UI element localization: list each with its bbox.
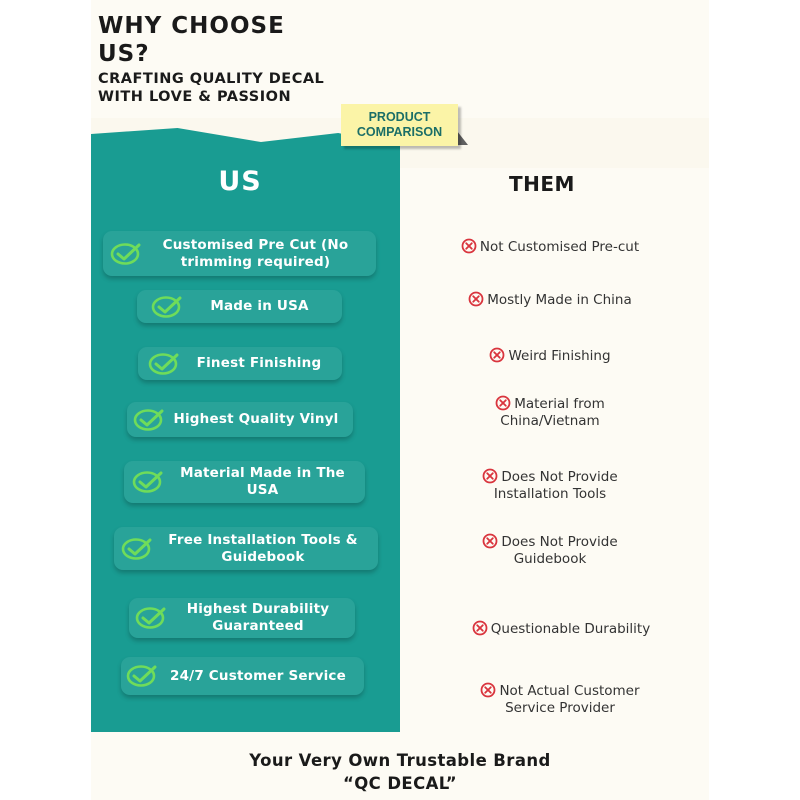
us-item-8 xyxy=(121,657,364,695)
us-item-line-1: Highest Quality Vinyl xyxy=(173,411,339,427)
us-item-text xyxy=(182,347,336,380)
them-item-4 xyxy=(410,395,690,430)
us-item-line-1: Customised Pre Cut (No xyxy=(162,236,349,253)
check-circle-icon xyxy=(135,607,167,629)
us-item-line-1: Made in USA xyxy=(210,298,309,314)
x-circle-icon xyxy=(482,468,498,484)
check-circle-icon xyxy=(133,409,165,431)
footer-brand: “QC DECAL” xyxy=(343,774,457,793)
title-line-2: US? xyxy=(98,41,150,67)
tag-line-2: COMPARISON xyxy=(356,125,443,139)
us-item-line-2: Guidebook xyxy=(221,548,305,565)
title-line-1: WHY CHOOSE xyxy=(98,13,285,39)
us-item-text xyxy=(154,527,372,570)
us-item-text xyxy=(141,231,370,276)
us-item-2 xyxy=(137,290,342,323)
x-circle-icon xyxy=(472,620,488,636)
us-item-7 xyxy=(129,598,355,638)
them-item-line-2: Installation Tools xyxy=(493,486,607,502)
them-item-line-1: Not Actual Customer xyxy=(499,683,640,699)
us-item-line-2: trimming required) xyxy=(180,253,331,270)
x-circle-icon xyxy=(482,533,498,549)
them-item-line-2: Guidebook xyxy=(513,551,587,567)
x-circle-icon xyxy=(480,682,496,698)
us-item-line-1: Free Installation Tools & xyxy=(168,531,358,548)
them-item-7 xyxy=(416,620,706,638)
us-item-5 xyxy=(124,461,365,503)
them-item-line-1: Not Customised Pre-cut xyxy=(479,239,640,255)
them-item-5 xyxy=(410,468,690,503)
check-circle-icon xyxy=(151,296,183,318)
us-item-text xyxy=(166,461,359,503)
us-item-line-2: Guaranteed xyxy=(212,618,304,634)
check-circle-icon xyxy=(126,665,158,687)
them-item-2 xyxy=(410,291,690,309)
us-item-1 xyxy=(103,231,376,276)
x-circle-icon xyxy=(468,291,484,307)
x-circle-icon xyxy=(489,347,505,363)
us-item-line-2: USA xyxy=(246,482,279,498)
check-circle-icon xyxy=(148,353,180,375)
them-item-line-1: Material from xyxy=(514,396,605,412)
them-item-line-1: Does Not Provide xyxy=(501,534,618,550)
us-item-line-1: Finest Finishing xyxy=(196,355,322,371)
us-item-line-1: Highest Durability xyxy=(186,601,330,617)
check-circle-icon xyxy=(121,538,153,560)
us-item-text xyxy=(185,290,334,323)
us-item-text xyxy=(158,657,358,695)
subtitle-line-2: WITH LOVE & PASSION xyxy=(98,89,292,105)
check-circle-icon xyxy=(132,471,164,493)
them-item-line-1: Mostly Made in China xyxy=(487,292,632,308)
us-column-title: US xyxy=(218,166,262,197)
us-item-3 xyxy=(138,347,342,380)
footer-tagline: Your Very Own Trustable Brand xyxy=(249,751,551,770)
them-column-title: THEM xyxy=(509,172,575,196)
x-circle-icon xyxy=(461,238,477,254)
us-item-4 xyxy=(127,402,353,437)
us-item-6 xyxy=(114,527,378,570)
them-item-line-1: Questionable Durability xyxy=(490,621,651,637)
them-item-8 xyxy=(420,682,700,717)
tag-text xyxy=(357,110,442,140)
us-item-line-1: 24/7 Customer Service xyxy=(170,667,346,684)
them-item-line-1: Does Not Provide xyxy=(501,469,618,485)
them-item-1 xyxy=(410,238,690,256)
them-item-line-2: China/Vietnam xyxy=(500,413,600,429)
page-title xyxy=(98,12,285,68)
us-item-text xyxy=(165,402,347,437)
us-item-text xyxy=(167,598,349,638)
them-item-line-1: Weird Finishing xyxy=(508,348,611,364)
subtitle-line-1: CRAFTING QUALITY DECAL xyxy=(98,71,325,87)
them-item-line-2: Service Provider xyxy=(505,700,615,716)
us-item-line-1: Material Made in The xyxy=(180,465,345,481)
subtitle xyxy=(98,70,324,106)
product-comparison-tag xyxy=(341,104,458,146)
them-item-3 xyxy=(410,347,690,365)
check-circle-icon xyxy=(110,243,142,265)
x-circle-icon xyxy=(495,395,511,411)
tag-line-1: PRODUCT xyxy=(368,110,431,124)
them-item-6 xyxy=(410,533,690,568)
